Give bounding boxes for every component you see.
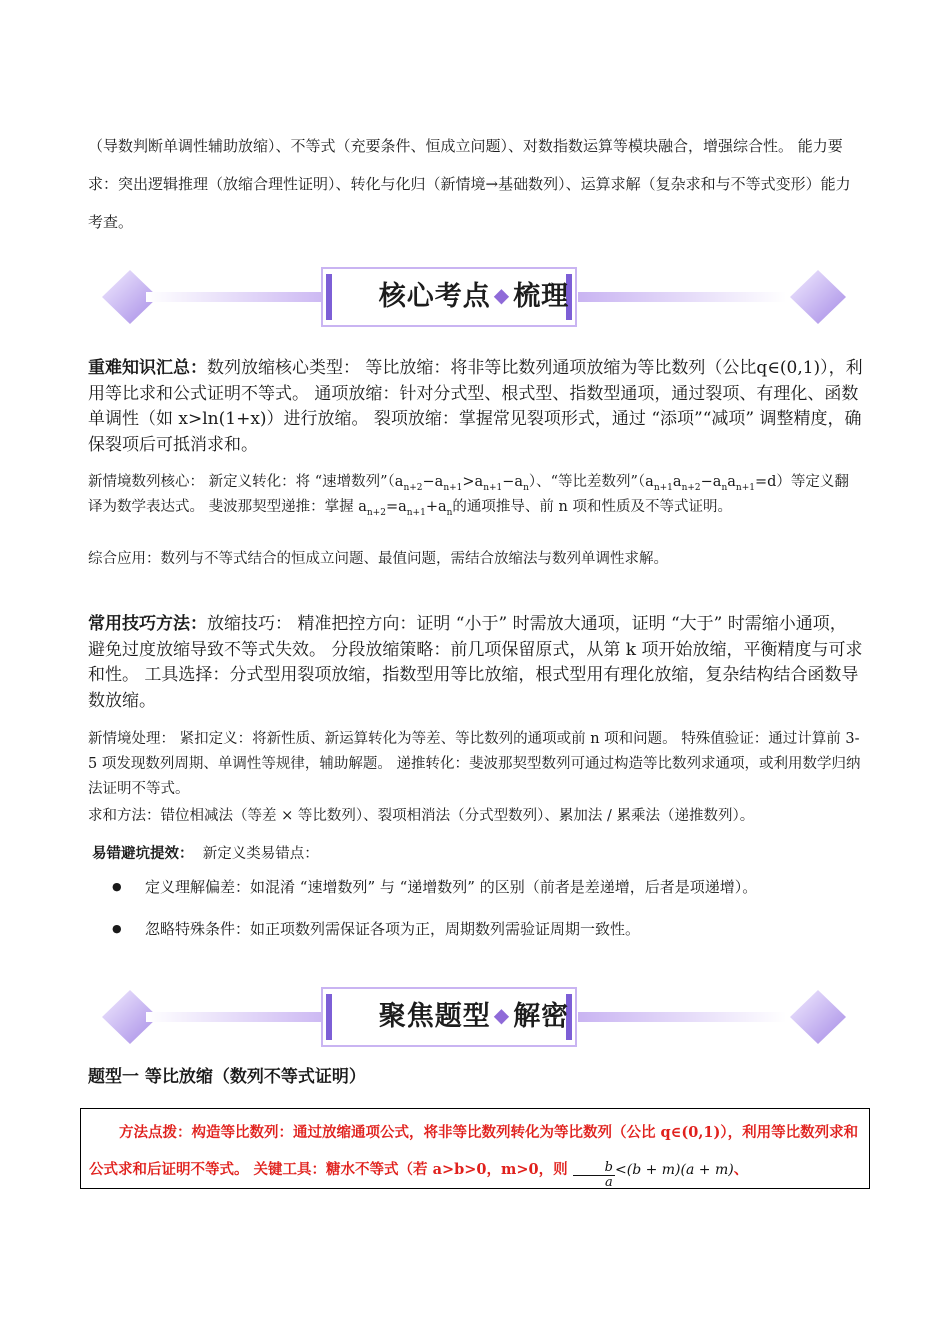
question-type-title: 题型一 等比放缩（数列不等式证明） (88, 1067, 366, 1087)
new-context-paragraph: 新情境数列核心： 新定义转化：将 “速增数列$”(a_{n+2}-a_{n+1}>a_{n+1}-a_n)$、“等比差数列$”(a_{n+1}a_{n+2}-a_na_{n+1}=d)$等定义翻译为数学表达式。 斐波那契型递推：掌握 $a_{n+2}=a_{n+1}+a_n$的通项推导、前 n 项和性质及不等式证明。 (88, 474, 849, 518)
banner-title: 聚焦题型 ◆ 解密 (378, 1001, 570, 1032)
method-tip-text: 方法点拨：构造等比数列：通过放缩通项公式，将非等比数列转化为等比数列（公比 q∈(0,1)），利用等比数列求和公式求和后证明不等式。 关键工具：糖水不等式（若 a>b>0，m>0，则 $\frac{b}{a}$ <(b + m)(a + m)、 (89, 1124, 859, 1190)
list-item: ● 定义理解偏差：如混淆 “速增数列” 与 “递增数列” 的区别（前者是差递增，后者是项递增）。 (112, 868, 852, 906)
key-points-text: 数列放缩核心类型： 等比放缩：将非等比数列通项放缩为等比数列（公比q∈(0,1)），利用等比求和公式证明不等式。 通项放缩：针对分式型、根式型、指数型通项，通过裂项、有理化、函数单调性（如 x>ln(1+x)）进行放缩。 裂项放缩：掌握常见裂项形式，通过 “添项”“减项” 调整精度，确保裂项后可抵消求和。 (88, 358, 863, 455)
techniques-text: 放缩技巧： 精准把控方向：证明 “小于” 时需放大通项，证明 “大于” 时需缩小通项，避免过度放缩导致不等式失效。 分段放缩策略：前几项保留原式，从第 k 项开始放缩，平衡精度与可求和性。 工具选择：分式型用裂项放缩，指数型用等比放缩，根式型用有理化放缩，复杂结构结合函数导数放缩。 (88, 614, 863, 711)
pitfalls-heading (92, 841, 867, 867)
banner-title: 核心考点 ◆ 梳理 (378, 281, 570, 312)
list-item: ● 忽略特殊条件：如正项数列需保证各项为正，周期数列需验证周期一致性。 (112, 910, 852, 948)
key-points-paragraph (88, 356, 863, 458)
intro-paragraph: （导数判断单调性辅助放缩）、不等式（充要条件、恒成立问题）、对数指数运算等模块融合，增强综合性。 能力要求：突出逻辑推理（放缩合理性证明）、转化与化归（新情境→基础数列）、运算求解（复杂求和与不等式变形）能力考查。 (88, 137, 851, 231)
pitfalls-text: 新定义类易错点： (202, 846, 319, 862)
bullet-icon: ● (112, 922, 122, 935)
section-banner-question-types (96, 980, 852, 1054)
new-context-handling: 新情境处理： 紧扣定义：将新性质、新运算转化为等差、等比数列的通项或前 n 项和问题。 特殊值验证：通过计算前 3-5 项发现数列周期、单调性等规律，辅助解题。 递推转化：斐波那契型数列可通过构造等比数列求通项，或利用数学归纳法证明不等式。 (88, 731, 861, 797)
summation-methods: 求和方法：错位相减法（等差 × 等比数列）、裂项相消法（分式型数列）、累加法 / 累乘法（递推数列）。 (88, 808, 755, 824)
pitfalls-label: 易错避坑提效： (92, 845, 194, 862)
section-banner-core-points (96, 260, 852, 334)
fraction-formula: $\frac{b}{a}$ (573, 1161, 615, 1190)
bullet-icon: ● (112, 880, 122, 893)
method-tip-box (80, 1108, 870, 1189)
techniques-paragraph (88, 612, 863, 714)
key-points-label: 重难知识汇总： (88, 358, 207, 378)
techniques-label: 常用技巧方法： (88, 614, 207, 634)
pitfalls-list (112, 868, 852, 948)
comprehensive-application: 综合应用：数列与不等式结合的恒成立问题、最值问题，需结合放缩法与数列单调性求解。 (88, 551, 668, 567)
